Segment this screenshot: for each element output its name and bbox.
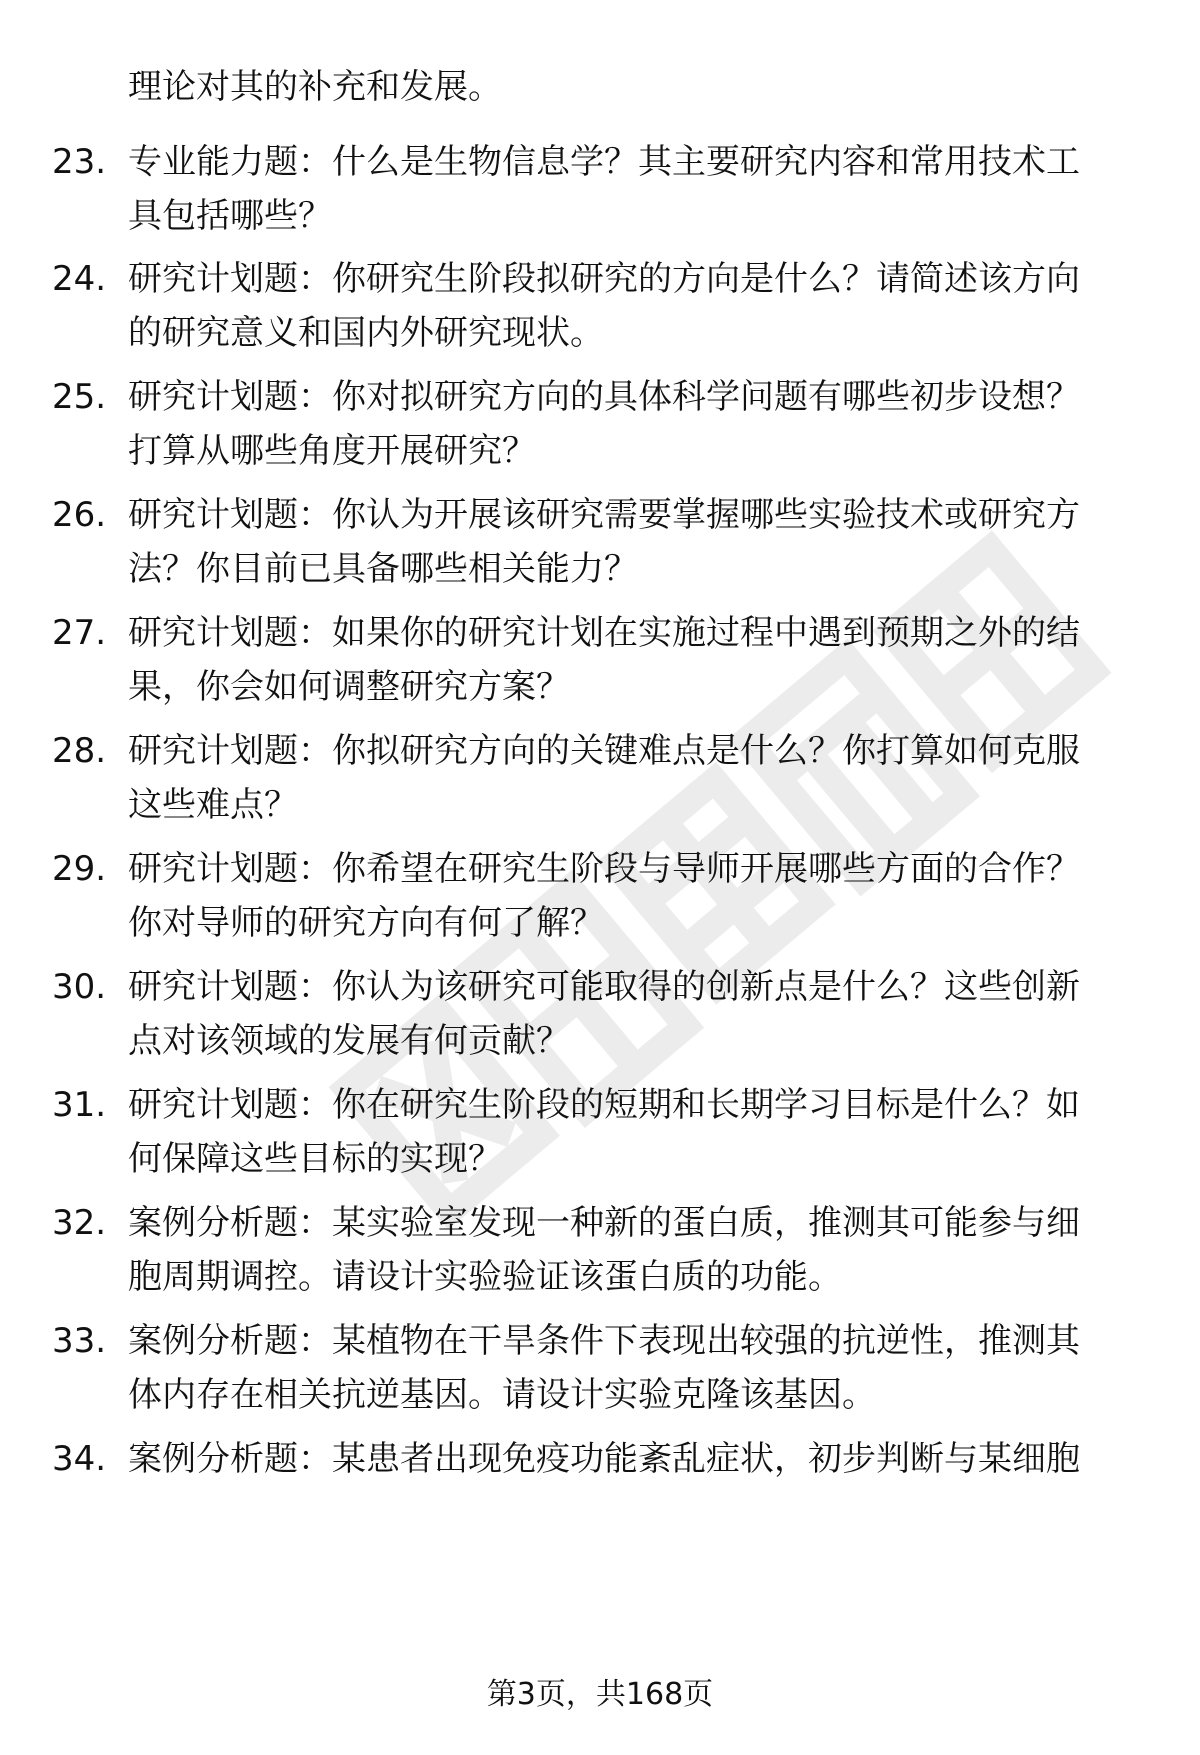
question-text-line: 果，你会如何调整研究方案？	[128, 667, 570, 707]
question-text-line: 体内存在相关抗逆基因。请设计实验克隆该基因。	[128, 1375, 876, 1415]
question-text-line: 打算从哪些角度开展研究？	[128, 431, 536, 471]
question-text-line: 研究计划题：如果你的研究计划在实施过程中遇到预期之外的结	[128, 613, 1080, 653]
question-text-line: 的研究意义和国内外研究现状。	[128, 313, 604, 353]
question-number: 34.	[52, 1439, 107, 1479]
question-number: 31.	[52, 1085, 107, 1125]
question-number: 23.	[52, 142, 107, 182]
question-number: 32.	[52, 1203, 107, 1243]
continuation-text: 理论对其的补充和发展。	[128, 67, 502, 107]
question-number: 27.	[52, 613, 107, 653]
question-item-28	[52, 724, 1152, 832]
question-item-26	[52, 488, 1152, 596]
question-item-24	[52, 252, 1152, 360]
question-text-line: 研究计划题：你希望在研究生阶段与导师开展哪些方面的合作？	[128, 849, 1080, 889]
question-text-line: 案例分析题：某植物在干旱条件下表现出较强的抗逆性，推测其	[128, 1321, 1080, 1361]
question-text-line: 研究计划题：你研究生阶段拟研究的方向是什么？请简述该方向	[128, 259, 1080, 299]
question-text-line: 案例分析题：某实验室发现一种新的蛋白质，推测其可能参与细	[128, 1203, 1080, 1243]
question-item-27	[52, 606, 1152, 714]
question-text-line: 研究计划题：你在研究生阶段的短期和长期学习目标是什么？如	[128, 1085, 1080, 1125]
question-text-line: 法？你目前已具备哪些相关能力？	[128, 549, 638, 589]
question-text-line: 研究计划题：你拟研究方向的关键难点是什么？你打算如何克服	[128, 731, 1080, 771]
page-number-footer: 第3页，共168页	[486, 1677, 714, 1712]
question-text-line: 研究计划题：你认为开展该研究需要掌握哪些实验技术或研究方	[128, 495, 1080, 535]
question-item-31	[52, 1078, 1152, 1186]
question-text-line: 点对该领域的发展有何贡献？	[128, 1021, 570, 1061]
question-text-line: 你对导师的研究方向有何了解？	[128, 903, 604, 943]
question-text-line: 何保障这些目标的实现？	[128, 1139, 502, 1179]
question-text-line: 研究计划题：你对拟研究方向的具体科学问题有哪些初步设想？	[128, 377, 1080, 417]
question-number: 29.	[52, 849, 107, 889]
question-item-34	[52, 1432, 1152, 1486]
question-text-line: 这些难点？	[128, 785, 298, 825]
question-item-23	[52, 135, 1152, 243]
question-number: 26.	[52, 495, 107, 535]
question-text-line: 胞周期调控。请设计实验验证该蛋白质的功能。	[128, 1257, 842, 1297]
question-text-line: 具包括哪些？	[128, 196, 332, 236]
question-item-25	[52, 370, 1152, 478]
question-number: 25.	[52, 377, 107, 417]
question-number: 24.	[52, 259, 107, 299]
question-text-line: 专业能力题：什么是生物信息学？其主要研究内容和常用技术工	[128, 142, 1080, 182]
question-item-30	[52, 960, 1152, 1068]
question-number: 30.	[52, 967, 107, 1007]
question-number: 28.	[52, 731, 107, 771]
question-item-29	[52, 842, 1152, 950]
question-number: 33.	[52, 1321, 107, 1361]
question-item-33	[52, 1314, 1152, 1422]
question-text-line: 案例分析题：某患者出现免疫功能紊乱症状，初步判断与某细胞	[128, 1439, 1080, 1479]
question-text-line: 研究计划题：你认为该研究可能取得的创新点是什么？这些创新	[128, 967, 1080, 1007]
question-item-32	[52, 1196, 1152, 1304]
